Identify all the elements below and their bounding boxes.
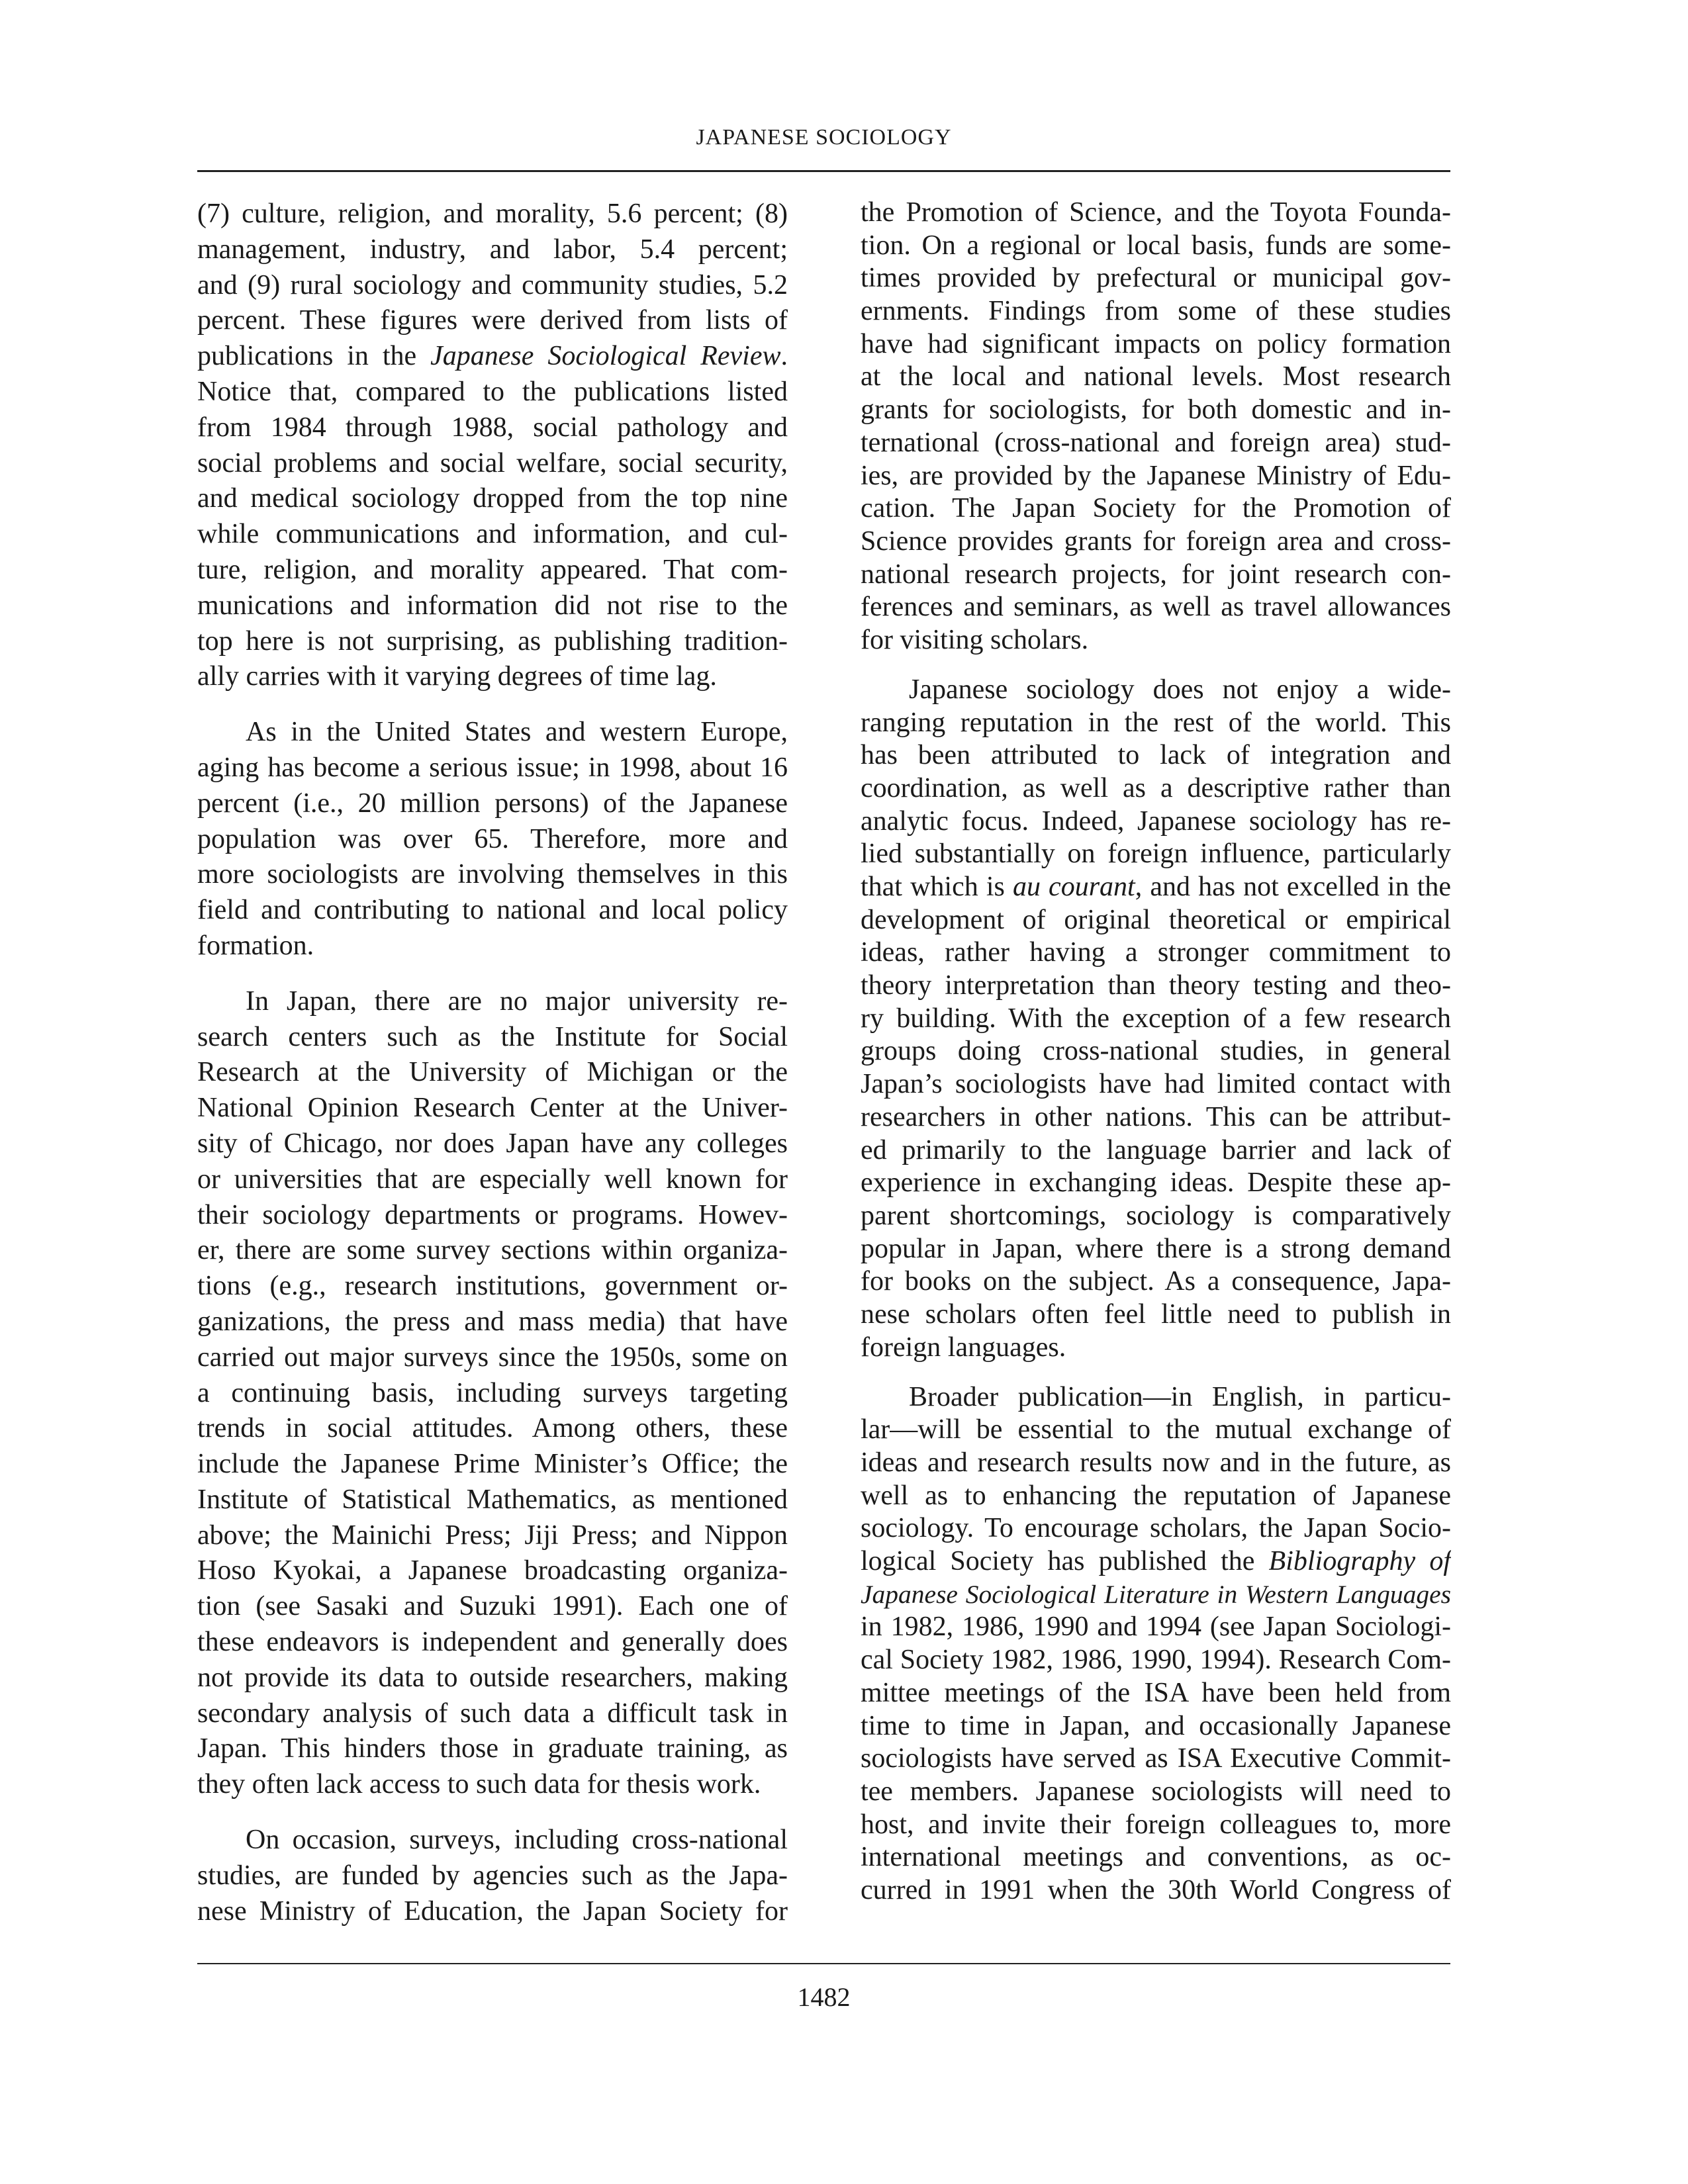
text-line: sociology. To encourage scholars, the Japan Socio-	[861, 1513, 1451, 1544]
text-line: nese scholars often feel little need to publish in	[861, 1298, 1451, 1330]
text-line: curred in 1991 when the 30th World Congress of	[861, 1874, 1451, 1905]
text-line: percent (i.e., 20 million persons) of the Japanese	[197, 788, 788, 819]
text-line: ed primarily to the language barrier and lack of	[861, 1134, 1451, 1165]
text-line: Notice that, compared to the publications listed	[197, 376, 788, 407]
text-line: studies, are funded by agencies such as the Japa-	[197, 1860, 788, 1891]
text-line: top here is not surprising, as publishing tradition-	[197, 625, 788, 657]
text-line: tions (e.g., research institutions, government or-	[197, 1271, 788, 1302]
footer-rule	[197, 1963, 1450, 1964]
paragraph	[861, 674, 1451, 1364]
italic-title: Japanese Sociological Review	[430, 341, 781, 372]
text-line: coordination, as well as a descriptive rather than	[861, 772, 1451, 803]
text-line: experience in exchanging ideas. Despite these ap-	[861, 1167, 1451, 1199]
text-line: field and contributing to national and local policy	[197, 895, 788, 926]
text-line: ideas, rather having a stronger commitment to	[861, 937, 1451, 968]
text-line: ally carries with it varying degrees of time lag.	[197, 661, 717, 692]
italic-title: Japanese Sociological Literature in Western Languages	[861, 1579, 1451, 1609]
text-line: Broader publication—in English, in particu-	[909, 1381, 1451, 1412]
text-line: On occasion, surveys, including cross-national	[246, 1825, 788, 1856]
text-line: these endeavors is independent and generally does	[197, 1627, 788, 1658]
text-line: groups doing cross-national studies, in general	[861, 1036, 1451, 1067]
text-line: secondary analysis of such data a difficult task in	[197, 1698, 788, 1729]
text-line: include the Japanese Prime Minister’s Office; the	[197, 1449, 788, 1480]
text-line: publications in the Japanese Sociological Review.	[197, 341, 788, 372]
text-line: sociologists have served as ISA Executive Commit-	[861, 1743, 1451, 1774]
paragraph	[197, 1823, 788, 1929]
text-line: Institute of Statistical Mathematics, as mentioned	[197, 1484, 788, 1515]
text-line: while communications and information, and cul-	[197, 519, 788, 550]
italic-title: au courant	[1012, 872, 1135, 903]
text-line: lied substantially on foreign influence, particularly	[861, 839, 1451, 870]
text-line: cal Society 1982, 1986, 1990, 1994). Research Com-	[861, 1645, 1451, 1676]
text-line: ry building. With the exception of a few research	[861, 1003, 1451, 1034]
text-line: trends in social attitudes. Among others, these	[197, 1413, 788, 1444]
text-line: have had significant impacts on policy formation	[861, 328, 1451, 359]
right-column	[861, 197, 1451, 1907]
text-line: development of original theoretical or empirical	[861, 904, 1451, 935]
text-line: Japan’s sociologists have had limited contact with	[861, 1069, 1451, 1100]
text-line: tion (see Sasaki and Suzuki 1991). Each one of	[197, 1591, 788, 1622]
paragraph	[861, 1381, 1451, 1907]
text-line: for books on the subject. As a consequence, Japa-	[861, 1266, 1451, 1297]
paragraph	[861, 197, 1451, 657]
text-line: researchers in other nations. This can be attribut-	[861, 1101, 1451, 1132]
text-line: tion. On a regional or local basis, funds are some-	[861, 230, 1451, 261]
text-line: sity of Chicago, nor does Japan have any colleges	[197, 1128, 788, 1159]
text-line: search centers such as the Institute for Social	[197, 1021, 788, 1052]
text-line: times provided by prefectural or municipal gov-	[861, 263, 1451, 294]
text-line: ture, religion, and morality appeared. That com-	[197, 554, 788, 585]
text-line: theory interpretation than theory testing and theo-	[861, 970, 1451, 1001]
text-line: analytic focus. Indeed, Japanese sociology has re-	[861, 805, 1451, 837]
text-line: a continuing basis, including surveys targeting	[197, 1377, 788, 1408]
text-line: er, there are some survey sections within organiza-	[197, 1235, 788, 1266]
text-line: mittee meetings of the ISA have been held from	[861, 1677, 1451, 1708]
text-line: from 1984 through 1988, social pathology and	[197, 412, 788, 443]
header-rule	[197, 170, 1450, 172]
text-line: national research projects, for joint research con-	[861, 559, 1451, 590]
text-line: carried out major surveys since the 1950s, some on	[197, 1342, 788, 1373]
text-line: formation.	[197, 930, 314, 961]
text-line: Japan. This hinders those in graduate training, as	[197, 1733, 788, 1764]
text-line: Science provides grants for foreign area and cross-	[861, 525, 1451, 557]
text-line: well as to enhancing the reputation of Japanese	[861, 1480, 1451, 1511]
text-line: not provide its data to outside researchers, making	[197, 1662, 788, 1693]
text-line: ies, are provided by the Japanese Ministry of Edu-	[861, 460, 1451, 491]
text-line: ernments. Findings from some of these studies	[861, 296, 1451, 327]
text-line: in 1982, 1986, 1990 and 1994 (see Japan Sociologi-	[861, 1612, 1451, 1643]
text-line: foreign languages.	[861, 1332, 1066, 1363]
text-line: cation. The Japan Society for the Promotion of	[861, 493, 1451, 524]
text-line: time to time in Japan, and occasionally Japanese	[861, 1710, 1451, 1741]
text-line: above; the Mainichi Press; Jiji Press; and Nippon	[197, 1520, 788, 1551]
text-line: more sociologists are involving themselves in this	[197, 859, 788, 890]
text-line: Japanese sociology does not enjoy a wide-	[909, 674, 1451, 705]
text-line: In Japan, there are no major university re-	[246, 985, 788, 1017]
text-line: munications and information did not rise to the	[197, 590, 788, 621]
text-line: aging has become a serious issue; in 1998, about 16	[197, 752, 788, 783]
text-line: has been attributed to lack of integration and	[861, 740, 1451, 771]
text-line: the Promotion of Science, and the Toyota Founda-	[861, 197, 1451, 228]
text-line: social problems and social welfare, social security,	[197, 447, 788, 478]
text-line: parent shortcomings, sociology is comparatively	[861, 1200, 1451, 1231]
text-line: lar—will be essential to the mutual exchange of	[861, 1414, 1451, 1445]
text-line: Hoso Kyokai, a Japanese broadcasting organiza-	[197, 1555, 788, 1586]
running-header: JAPANESE SOCIOLOGY	[696, 125, 952, 150]
text-line: ternational (cross-national and foreign area) stud-	[861, 427, 1451, 458]
text-line: As in the United States and western Europe,	[246, 717, 788, 748]
text-line: logical Society has published the Bibliography of	[861, 1546, 1451, 1577]
text-line: they often lack access to such data for thesis work.	[197, 1769, 761, 1800]
text-line: Research at the University of Michigan or the	[197, 1057, 788, 1088]
text-line: and medical sociology dropped from the top nine	[197, 483, 788, 514]
text-line: percent. These figures were derived from lists of	[197, 305, 788, 336]
text-line: and (9) rural sociology and community studies, 5.2	[197, 269, 788, 300]
text-line: or universities that are especially well known for	[197, 1163, 788, 1195]
text-line: ideas and research results now and in the future, as	[861, 1447, 1451, 1479]
paragraph	[197, 197, 788, 695]
text-line: at the local and national levels. Most research	[861, 361, 1451, 392]
left-column	[197, 197, 788, 1929]
text-line: ganizations, the press and mass media) that have	[197, 1306, 788, 1337]
text-line: popular in Japan, where there is a strong demand	[861, 1233, 1451, 1264]
text-line: for visiting scholars.	[861, 624, 1089, 655]
text-line: population was over 65. Therefore, more and	[197, 823, 788, 854]
text-line: National Opinion Research Center at the Univer-	[197, 1093, 788, 1124]
text-line: tee members. Japanese sociologists will need to	[861, 1776, 1451, 1807]
text-line: management, industry, and labor, 5.4 percent;	[197, 234, 788, 265]
text-line: ranging reputation in the rest of the world. This	[861, 707, 1451, 738]
text-line: host, and invite their foreign colleagues to, more	[861, 1809, 1451, 1840]
paragraph	[197, 984, 788, 1803]
text-line: (7) culture, religion, and morality, 5.6 percent; (8)	[197, 199, 788, 229]
text-line: ferences and seminars, as well as travel allowances	[861, 592, 1451, 623]
paragraph	[197, 715, 788, 964]
text-line: nese Ministry of Education, the Japan Society for	[197, 1895, 788, 1927]
text-line	[861, 1578, 1451, 1612]
text-line: that which is au courant, and has not excelled in the	[861, 872, 1451, 903]
italic-title: Bibliography of	[1268, 1546, 1451, 1577]
page-number: 1482	[797, 1982, 851, 2012]
text-line: grants for sociologists, for both domestic and in-	[861, 394, 1451, 426]
text-line: international meetings and conventions, as oc-	[861, 1842, 1451, 1873]
text-line: their sociology departments or programs. Howev-	[197, 1199, 788, 1230]
